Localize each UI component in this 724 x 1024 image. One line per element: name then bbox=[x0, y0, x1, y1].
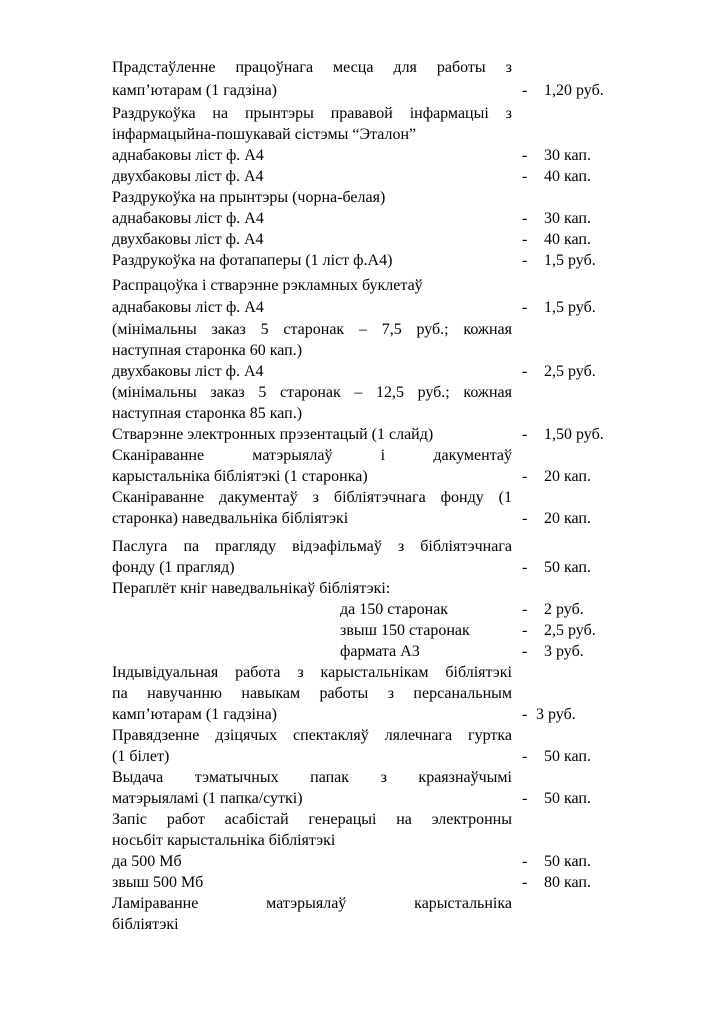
price-list-text: камп’ютарам (1 гадзіна) bbox=[112, 706, 277, 723]
price-list-text: старонка) наведвальніка бібліятэкі bbox=[112, 510, 349, 527]
price-dash: - bbox=[522, 210, 528, 227]
price-list-text: двухбаковы ліст ф. А4 bbox=[112, 363, 264, 380]
price-list-text: камп’ютарам (1 гадзіна) bbox=[112, 82, 277, 99]
price-value: 50 кап. bbox=[544, 853, 591, 870]
price-list-text: звыш 500 Мб bbox=[112, 874, 204, 891]
price-list-text: Сканіраванне дакументаў з бібліятэчнага фонду (1 bbox=[112, 489, 512, 506]
price-list-text: наступная старонка 85 кап.) bbox=[112, 405, 303, 422]
price-dash: - bbox=[522, 748, 528, 765]
price-dash: - bbox=[522, 874, 528, 891]
price-value: 20 кап. bbox=[544, 510, 591, 527]
price-list-text: Індывідуальная работа з карыстальнікам бібліятэкі bbox=[112, 664, 512, 681]
price-list-text: аднабаковы ліст ф. А4 bbox=[112, 210, 264, 227]
price-dash: - bbox=[522, 706, 528, 723]
price-value: 30 кап. bbox=[544, 147, 591, 164]
price-value: 1,5 руб. bbox=[544, 252, 596, 269]
price-list-text: матэрыяламі (1 папка/суткі) bbox=[112, 790, 303, 807]
price-value: 50 кап. bbox=[544, 790, 591, 807]
price-list-text: фармата А3 bbox=[340, 643, 420, 660]
price-dash: - bbox=[522, 853, 528, 870]
price-list-text: аднабаковы ліст ф. А4 bbox=[112, 147, 264, 164]
price-list-text: (1 білет) bbox=[112, 748, 170, 765]
price-value: 1,50 руб. bbox=[544, 426, 604, 443]
price-list-text: да 500 Мб bbox=[112, 853, 182, 870]
price-list-text: інфармацыйна-пошукавай сістэмы “Эталон” bbox=[112, 126, 417, 143]
price-list-text: Раздрукоўка на фотапаперы (1 ліст ф.А4) bbox=[112, 252, 393, 269]
price-dash: - bbox=[522, 82, 528, 99]
price-dash: - bbox=[522, 299, 528, 316]
price-dash: - bbox=[522, 510, 528, 527]
price-value: 3 руб. bbox=[544, 643, 584, 660]
price-list-text: Прадстаўленне працоўнага месца для работы з bbox=[112, 59, 512, 76]
price-value: 1,20 руб. bbox=[544, 82, 604, 99]
price-list-text: Раздрукоўка на прынтэры (чорна-белая) bbox=[112, 189, 386, 206]
price-value: 3 руб. bbox=[536, 706, 576, 723]
price-dash: - bbox=[522, 559, 528, 576]
price-list-text: Стварэнне электронных прэзентацый (1 слайд) bbox=[112, 426, 434, 443]
price-value: 30 кап. bbox=[544, 210, 591, 227]
price-dash: - bbox=[522, 601, 528, 618]
price-list-text: Паслуга па прагляду відэафільмаў з бібліятэчнага bbox=[112, 538, 512, 555]
price-list-text: Раздрукоўка на прынтэры прававой інфармацыі з bbox=[112, 105, 512, 122]
price-value: 20 кап. bbox=[544, 468, 591, 485]
price-list-text: Запіс работ асабістай генерацыі на электронны bbox=[112, 811, 512, 828]
price-dash: - bbox=[522, 168, 528, 185]
price-list-text: Распрацоўка і стварэнне рэкламных буклетаў bbox=[112, 277, 423, 294]
price-list-text: да 150 старонак bbox=[340, 601, 449, 618]
price-value: 80 кап. bbox=[544, 874, 591, 891]
price-list-text: Пераплёт кніг наведвальнікаў бібліятэкі: bbox=[112, 580, 391, 597]
price-list-text: звыш 150 старонак bbox=[340, 622, 470, 639]
price-dash: - bbox=[522, 231, 528, 248]
price-list-text: носьбіт карыстальніка бібліятэкі bbox=[112, 832, 336, 849]
price-list-text: (мінімальны заказ 5 старонак – 7,5 руб.; кожная bbox=[112, 321, 512, 338]
price-list-text: двухбаковы ліст ф. А4 bbox=[112, 231, 264, 248]
price-value: 2,5 руб. bbox=[544, 363, 596, 380]
price-dash: - bbox=[522, 363, 528, 380]
price-dash: - bbox=[522, 426, 528, 443]
price-list-text: аднабаковы ліст ф. А4 bbox=[112, 299, 264, 316]
price-list-text: карыстальніка бібліятэкі (1 старонка) bbox=[112, 468, 368, 485]
price-dash: - bbox=[522, 252, 528, 269]
price-value: 2 руб. bbox=[544, 601, 584, 618]
price-value: 1,5 руб. bbox=[544, 299, 596, 316]
price-list-text: (мінімальны заказ 5 старонак – 12,5 руб.; кожная bbox=[112, 384, 512, 401]
price-list-text: Сканіраванне матэрыялаў і дакументаў bbox=[112, 447, 512, 464]
price-value: 50 кап. bbox=[544, 559, 591, 576]
price-list-text: фонду (1 прагляд) bbox=[112, 559, 235, 576]
price-list-text: Выдача тэматычных папак з краязнаўчымі bbox=[112, 769, 512, 786]
price-list-text: бібліятэкі bbox=[112, 916, 179, 933]
price-dash: - bbox=[522, 468, 528, 485]
price-dash: - bbox=[522, 147, 528, 164]
price-dash: - bbox=[522, 622, 528, 639]
price-dash: - bbox=[522, 643, 528, 660]
price-list-text: наступная старонка 60 кап.) bbox=[112, 342, 303, 359]
price-dash: - bbox=[522, 790, 528, 807]
price-value: 40 кап. bbox=[544, 231, 591, 248]
price-value: 50 кап. bbox=[544, 748, 591, 765]
price-value: 2,5 руб. bbox=[544, 622, 596, 639]
price-list-text: Ламіраванне матэрыялаў карыстальніка bbox=[112, 895, 512, 912]
price-list-text: двухбаковы ліст ф. А4 bbox=[112, 168, 264, 185]
price-list-text: Правядзенне дзіцячых спектакляў лялечнага гуртка bbox=[112, 727, 512, 744]
price-value: 40 кап. bbox=[544, 168, 591, 185]
price-list-text: па навучанню навыкам работы з персанальным bbox=[112, 685, 512, 702]
